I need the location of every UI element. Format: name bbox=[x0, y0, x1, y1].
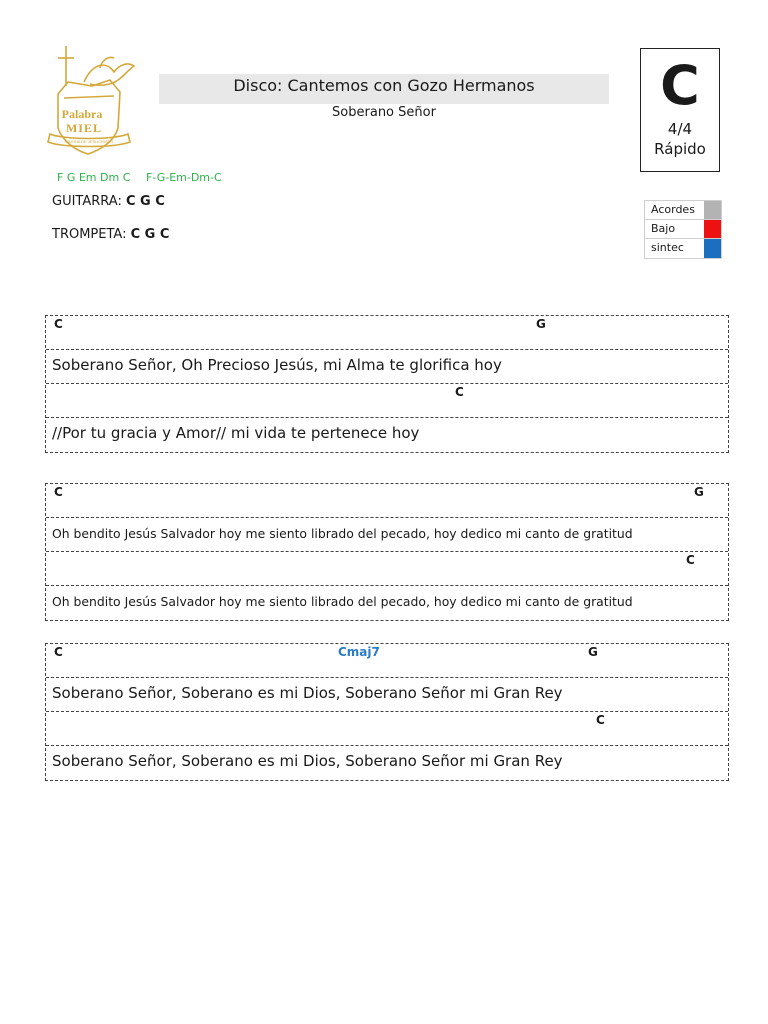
chord-label: C bbox=[686, 553, 695, 567]
church-logo bbox=[44, 42, 138, 170]
lyric-line: Soberano Señor, Oh Precioso Jesús, mi Alma te glorifica hoy bbox=[52, 356, 502, 374]
lyric-row bbox=[46, 518, 728, 552]
guitar-line bbox=[52, 194, 165, 209]
chord-progression-1: F G Em Dm C bbox=[57, 171, 131, 184]
song-title: Soberano Señor bbox=[332, 105, 436, 120]
chord-label: C bbox=[54, 645, 63, 659]
album-title: Disco: Cantemos con Gozo Hermanos bbox=[233, 76, 535, 95]
lyric-line: //Por tu gracia y Amor// mi vida te pertenece hoy bbox=[52, 424, 420, 442]
time-signature: 4/4 bbox=[667, 120, 693, 138]
lyric-row bbox=[46, 418, 728, 452]
lyric-line: Soberano Señor, Soberano es mi Dios, Soberano Señor mi Gran Rey bbox=[52, 684, 563, 702]
trumpet-chords: C G C bbox=[130, 227, 170, 242]
song-section-1 bbox=[45, 315, 729, 453]
chord-progression-2: F-G-Em-Dm-C bbox=[146, 171, 222, 184]
tempo: Rápido bbox=[654, 140, 706, 158]
key-letter: C bbox=[660, 54, 700, 117]
logo-ribbon-text: IGLESIA DE JESUCRISTO bbox=[64, 139, 114, 144]
chord-row bbox=[46, 316, 728, 350]
legend-row bbox=[645, 239, 721, 258]
legend-row bbox=[645, 220, 721, 239]
song-section-3 bbox=[45, 643, 729, 781]
guitar-label: GUITARRA: bbox=[52, 194, 122, 209]
chord-row bbox=[46, 552, 728, 586]
chord-label: C bbox=[455, 385, 464, 399]
chord-label: C bbox=[54, 317, 63, 331]
chord-row bbox=[46, 644, 728, 678]
chord-row bbox=[46, 384, 728, 418]
chord-label: C bbox=[596, 713, 605, 727]
chord-label: G bbox=[694, 485, 704, 499]
lyric-row bbox=[46, 586, 728, 620]
lyric-row bbox=[46, 678, 728, 712]
lyric-line: Soberano Señor, Soberano es mi Dios, Soberano Señor mi Gran Rey bbox=[52, 752, 563, 770]
chord-label: G bbox=[536, 317, 546, 331]
lyric-row bbox=[46, 350, 728, 384]
lyric-line: Oh bendito Jesús Salvador hoy me siento librado del pecado, hoy dedico mi canto de gratitud bbox=[52, 594, 633, 609]
chord-label: C bbox=[54, 485, 63, 499]
logo-text-palabra: Palabra bbox=[61, 107, 103, 121]
trumpet-line bbox=[52, 227, 169, 242]
legend-swatch bbox=[704, 220, 721, 238]
legend-swatch bbox=[704, 201, 721, 219]
lyric-row bbox=[46, 746, 728, 780]
legend-label: Acordes bbox=[651, 203, 695, 216]
legend-row bbox=[645, 201, 721, 220]
legend-swatch bbox=[704, 239, 721, 258]
chord-row bbox=[46, 712, 728, 746]
chord-row bbox=[46, 484, 728, 518]
legend-label: Bajo bbox=[651, 222, 676, 235]
legend-label: sintec bbox=[651, 241, 684, 254]
color-legend bbox=[644, 200, 722, 259]
trumpet-label: TROMPETA: bbox=[52, 227, 127, 242]
logo-text-miel: MIEL bbox=[65, 121, 103, 135]
chord-label: G bbox=[588, 645, 598, 659]
key-box bbox=[640, 48, 720, 172]
chord-label: Cmaj7 bbox=[338, 645, 380, 659]
song-section-2 bbox=[45, 483, 729, 621]
guitar-chords: C G C bbox=[125, 194, 165, 209]
lyric-line: Oh bendito Jesús Salvador hoy me siento librado del pecado, hoy dedico mi canto de gratitud bbox=[52, 526, 633, 541]
